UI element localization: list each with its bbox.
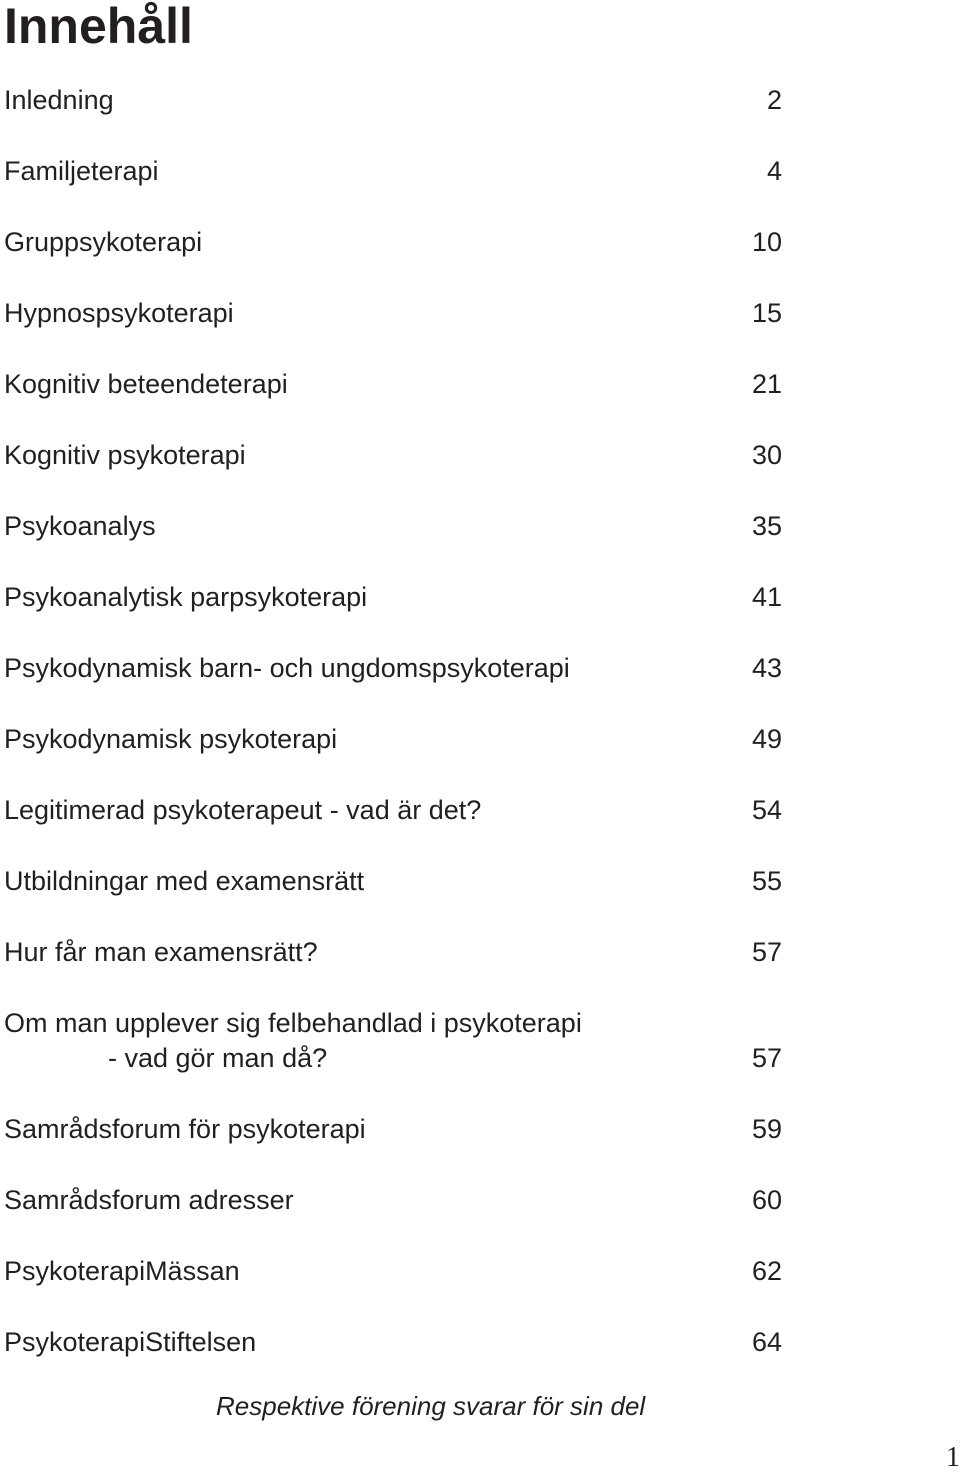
toc-entry-label: Psykoanalytisk parpsykoterapi bbox=[4, 582, 368, 612]
toc-entry-label: Gruppsykoterapi bbox=[4, 227, 203, 257]
toc-entry-label: PsykoterapiMässan bbox=[4, 1256, 240, 1286]
toc-entry-label: Samrådsforum adresser bbox=[4, 1185, 294, 1215]
toc-entry-label: Familjeterapi bbox=[4, 156, 159, 186]
toc-entry-label: Utbildningar med examensrätt bbox=[4, 866, 365, 896]
toc-entry-page: 21 bbox=[751, 369, 782, 399]
toc-entry-label: Samrådsforum för psykoterapi bbox=[4, 1114, 366, 1144]
page-title: Innehåll bbox=[4, 0, 193, 54]
toc-entry-label: Psykodynamisk barn- och ungdomspsykoterapi bbox=[4, 653, 570, 683]
toc-entry-label: Kognitiv beteendeterapi bbox=[4, 369, 288, 399]
toc-entry-page: 54 bbox=[751, 795, 782, 825]
toc-entry-page: 59 bbox=[751, 1114, 782, 1144]
toc-entry-page: 60 bbox=[751, 1185, 782, 1215]
toc-entry-page: 35 bbox=[751, 511, 782, 541]
toc-entry-page: 10 bbox=[751, 227, 782, 257]
toc-entry-page: 64 bbox=[751, 1327, 782, 1357]
toc-entry-label: Hypnospsykoterapi bbox=[4, 298, 234, 328]
toc-entry-page: 15 bbox=[751, 298, 782, 328]
toc-entry-label-continuation: - vad gör man då? bbox=[108, 1043, 328, 1073]
toc-entry-label: Psykoanalys bbox=[4, 511, 156, 541]
toc-entry-page: 49 bbox=[751, 724, 782, 754]
toc-entry-label: Kognitiv psykoterapi bbox=[4, 440, 246, 470]
footer-note: Respektive förening svarar för sin del bbox=[216, 1391, 646, 1421]
toc-entry-label: Psykodynamisk psykoterapi bbox=[4, 724, 338, 754]
toc-entry-label: Om man upplever sig felbehandlad i psykoterapi bbox=[4, 1008, 582, 1038]
toc-entry-page: 2 bbox=[766, 85, 782, 115]
toc-entry-page: 41 bbox=[751, 582, 782, 612]
toc-entry-label: PsykoterapiStiftelsen bbox=[4, 1327, 257, 1357]
toc-entry-page: 43 bbox=[751, 653, 782, 683]
toc-entry-page: 57 bbox=[751, 1043, 782, 1073]
toc-entry-label: Hur får man examensrätt? bbox=[4, 937, 318, 967]
toc-entry-page: 55 bbox=[751, 866, 782, 896]
toc-entry-page: 57 bbox=[751, 937, 782, 967]
toc-entry-label: Inledning bbox=[4, 85, 114, 115]
toc-entry-page: 30 bbox=[751, 440, 782, 470]
toc-entry-label: Legitimerad psykoterapeut - vad är det? bbox=[4, 795, 482, 825]
toc-entry-page: 4 bbox=[766, 156, 782, 186]
toc-entry-page: 62 bbox=[751, 1256, 782, 1286]
page-number: 1 bbox=[946, 1442, 960, 1473]
